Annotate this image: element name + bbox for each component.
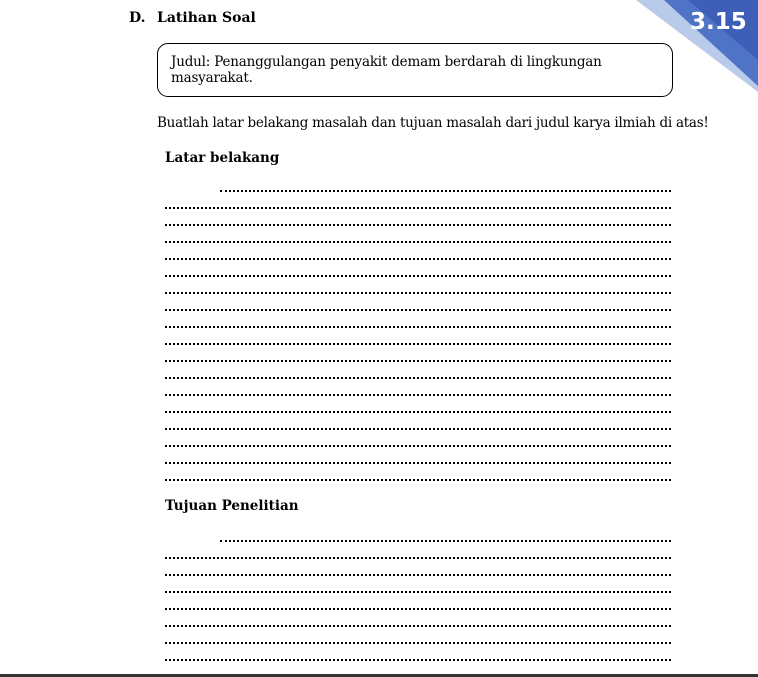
title-box-text: Judul: Penanggulangan penyakit demam berdarah di lingkungan masyarakat.: [171, 54, 602, 86]
latar-belakang-lines[interactable]: [165, 175, 671, 481]
answer-line[interactable]: [165, 610, 671, 627]
section-heading: [129, 10, 256, 26]
answer-line[interactable]: [165, 447, 671, 464]
answer-line[interactable]: [165, 192, 671, 209]
answer-line[interactable]: [165, 559, 671, 576]
tujuan-penelitian-lines[interactable]: [165, 525, 671, 661]
answer-line[interactable]: [165, 542, 671, 559]
answer-line[interactable]: [220, 175, 671, 192]
page-number: 3.15: [690, 9, 747, 35]
tujuan-penelitian-label: Tujuan Penelitian: [165, 498, 299, 514]
answer-line[interactable]: [165, 644, 671, 661]
section-letter: D.: [129, 10, 146, 26]
answer-line[interactable]: [165, 311, 671, 328]
answer-line[interactable]: [165, 294, 671, 311]
answer-line[interactable]: [165, 430, 671, 447]
latar-belakang-label: Latar belakang: [165, 150, 280, 166]
answer-line[interactable]: [220, 525, 671, 542]
answer-line[interactable]: [165, 576, 671, 593]
instruction-text: Buatlah latar belakang masalah dan tujuan masalah dari judul karya ilmiah di atas!: [157, 115, 709, 131]
answer-line[interactable]: [165, 593, 671, 610]
section-title: Latihan Soal: [157, 10, 256, 26]
answer-line[interactable]: [165, 209, 671, 226]
answer-line[interactable]: [165, 328, 671, 345]
answer-line[interactable]: [165, 243, 671, 260]
answer-line[interactable]: [165, 226, 671, 243]
answer-line[interactable]: [165, 362, 671, 379]
title-box: [157, 43, 673, 97]
answer-line[interactable]: [165, 277, 671, 294]
answer-line[interactable]: [165, 345, 671, 362]
answer-line[interactable]: [165, 464, 671, 481]
answer-line[interactable]: [165, 260, 671, 277]
answer-line[interactable]: [165, 396, 671, 413]
answer-line[interactable]: [165, 379, 671, 396]
answer-line[interactable]: [165, 627, 671, 644]
answer-line[interactable]: [165, 413, 671, 430]
